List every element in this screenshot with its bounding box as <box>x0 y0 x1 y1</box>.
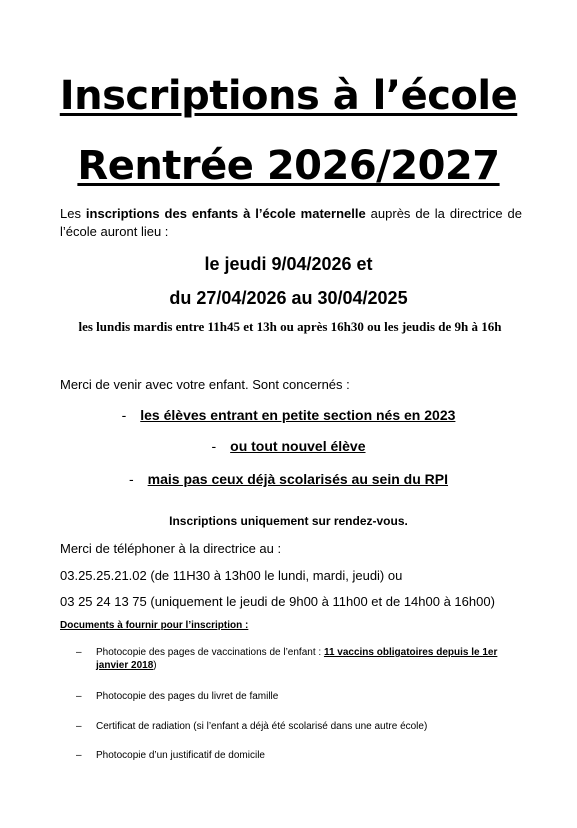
phone-intro: Merci de téléphoner à la directrice au : <box>60 541 282 556</box>
concerned-item-1-text: les élèves entrant en petite section nés en 2023 <box>140 407 456 423</box>
intro-bold: inscriptions des enfants à l’école maternelle <box>85 206 366 221</box>
concerned-item-2-text: ou tout nouvel élève <box>230 438 366 454</box>
bullet-1: – <box>76 647 82 658</box>
document-item-3 <box>76 720 516 733</box>
dash-3: - <box>128 471 134 487</box>
appointment-notice: Inscriptions uniquement sur rendez-vous. <box>169 514 408 528</box>
concerned-item-3 <box>0 470 577 488</box>
title-line-1: Inscriptions à l’école <box>59 73 518 119</box>
documents-heading: Documents à fournir pour l’inscription : <box>60 620 249 631</box>
bullet-3: – <box>76 721 82 732</box>
bullet-2: – <box>76 691 82 702</box>
document-item-4 <box>76 749 516 762</box>
phone-line-2: 03 25 24 13 75 (uniquement le jeudi de 9h00 à 11h00 et de 14h00 à 16h00) <box>60 594 495 609</box>
dash-2: - <box>211 438 217 454</box>
title-line-2: Rentrée 2026/2027 <box>77 143 500 189</box>
document-item-1-end: ) <box>153 660 157 671</box>
intro-paragraph <box>60 205 522 241</box>
date-line-1: le jeudi 9/04/2026 et <box>204 254 373 274</box>
document-item-2 <box>76 690 516 703</box>
concerned-item-2 <box>0 437 577 455</box>
concerned-item-3-text: mais pas ceux déjà scolarisés au sein du RPI <box>147 471 449 487</box>
dash-1: - <box>121 407 127 423</box>
intro-part-1: Les <box>60 206 86 221</box>
vaccines-note: 11 vaccins obligatoires depuis le 1er janvier 2018 <box>96 647 498 671</box>
phone-line-1: 03.25.25.21.02 (de 11H30 à 13h00 le lundi, mardi, jeudi) ou <box>60 568 403 583</box>
document-item-1-text: Photocopie des pages de vaccinations de l’enfant : <box>96 647 324 658</box>
intro-part-2: auprès de la directrice de l’école auront lieu : <box>60 206 522 239</box>
bullet-4: – <box>76 750 82 761</box>
document-item-2-text: Photocopie des pages du livret de famille <box>96 691 279 702</box>
document-item-3-text: Certificat de radiation (si l’enfant a déjà été scolarisé dans une autre école) <box>96 721 428 732</box>
opening-hours: les lundis mardis entre 11h45 et 13h ou après 16h30 ou les jeudis de 9h à 16h <box>78 319 502 334</box>
document-item-4-text: Photocopie d’un justificatif de domicile <box>96 750 265 761</box>
document-item-1 <box>76 646 516 672</box>
concerned-intro: Merci de venir avec votre enfant. Sont concernés : <box>60 377 350 392</box>
date-line-2: du 27/04/2026 au 30/04/2025 <box>169 288 408 308</box>
concerned-item-1 <box>0 406 577 424</box>
